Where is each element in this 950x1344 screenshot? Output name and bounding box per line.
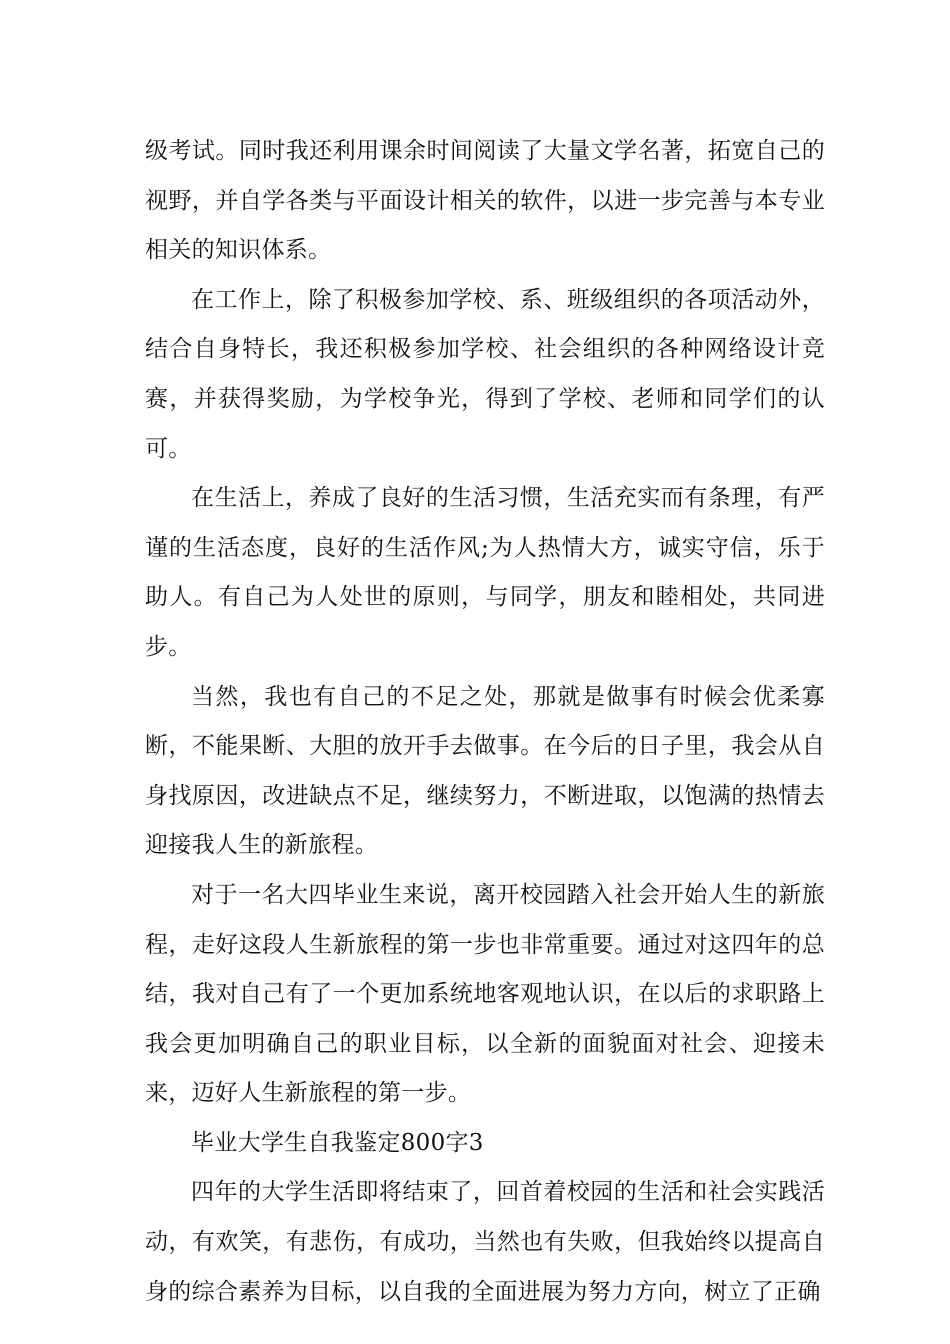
paragraph-graduate: 对于一名大四毕业生来说，离开校园踏入社会开始人生的新旅程，走好这段人生新旅程的第一步也非常重要。通过对这四年的总结，我对自己有了一个更加系统地客观地认识，在以后的求职路上我会更加明确自己的职业目标，以全新的面貌面对社会、迎接未来，迈好人生新旅程的第一步。	[145, 881, 825, 1107]
paragraph-continued: 级考试。同时我还利用课余时间阅读了大量文学名著，拓宽自己的视野，并自学各类与平面设计相关的软件，以进一步完善与本专业相关的知识体系。	[145, 138, 825, 264]
paragraph-shortcomings: 当然，我也有自己的不足之处，那就是做事有时候会优柔寡断，不能果断、大胆的放开手去做事。在今后的日子里，我会从自身找原因，改进缺点不足，继续努力，不断进取，以饱满的热情去迎接我人生的新旅程。	[145, 683, 825, 859]
document-body	[145, 127, 825, 1317]
paragraph-college-life: 四年的大学生活即将结束了，回首着校园的生活和社会实践活动，有欢笑，有悲伤，有成功，当然也有失败，但我始终以提高自身的综合素养为目标，以自我的全面进展为努力方向，树立了正确	[145, 1179, 825, 1305]
section-title: 毕业大学生自我鉴定800字3	[191, 1129, 484, 1156]
paragraph-life: 在生活上，养成了良好的生活习惯，生活充实而有条理，有严谨的生活态度，良好的生活作风;为人热情大方，诚实守信，乐于助人。有自己为人处世的原则，与同学，朋友和睦相处，共同进步。	[145, 485, 825, 660]
paragraph-work: 在工作上，除了积极参加学校、系、班级组织的各项活动外，结合自身特长，我还积极参加学校、社会组织的各种网络设计竞赛，并获得奖励，为学校争光，得到了学校、老师和同学们的认可。	[145, 286, 825, 462]
